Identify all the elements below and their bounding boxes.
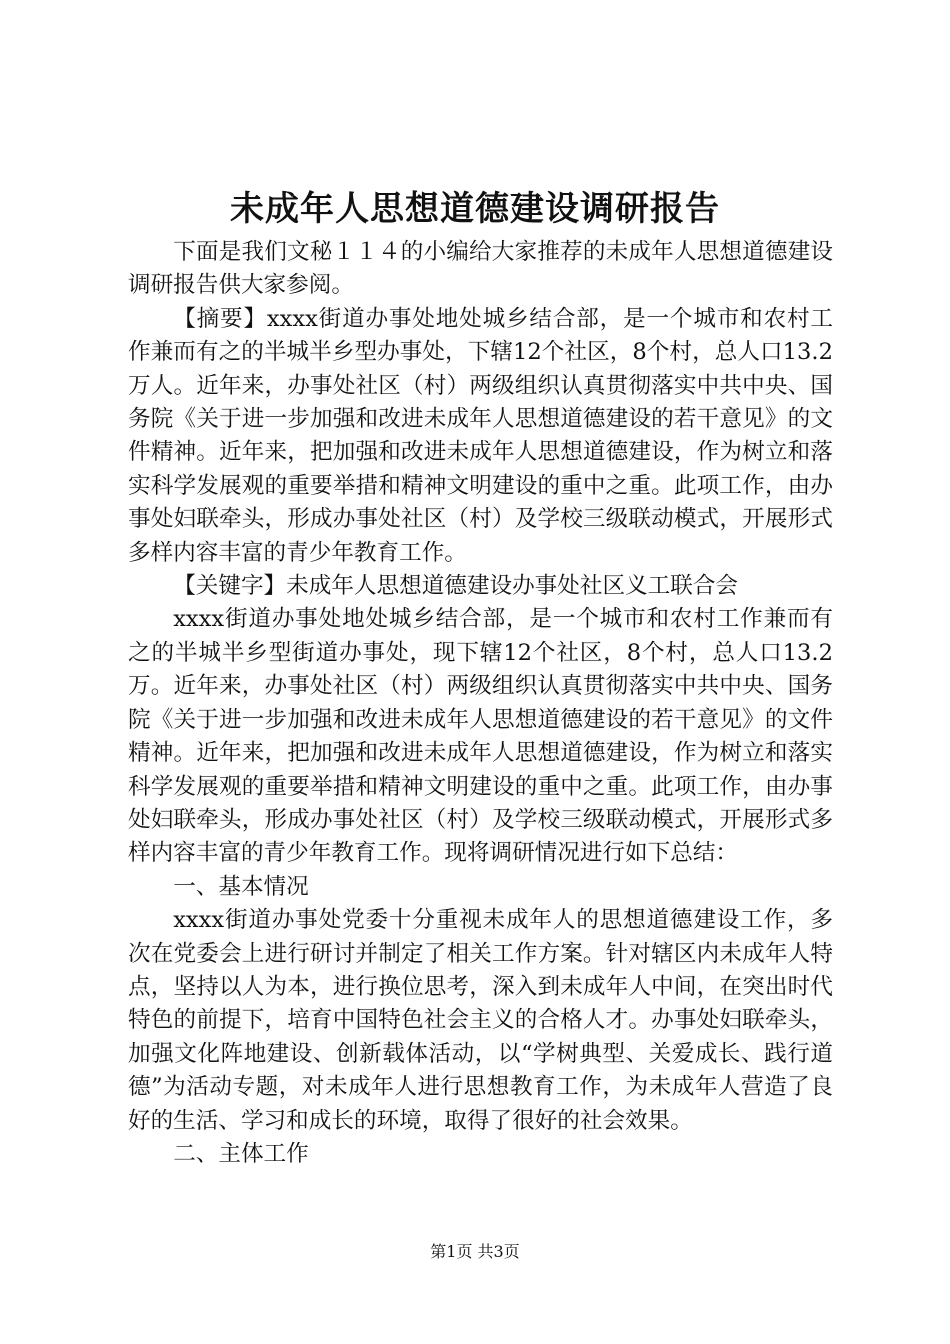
intro-paragraph: 下面是我们文秘１１４的小编给大家推荐的未成年人思想道德建设调研报告供大家参阅。 bbox=[128, 239, 833, 299]
document-body bbox=[128, 236, 833, 1171]
keywords-paragraph: 【关键字】未成年人思想道德建设办事处社区义工联合会 bbox=[173, 573, 739, 600]
section-heading-main-work: 二、主体工作 bbox=[173, 1140, 309, 1167]
section-heading-basic-situation: 一、基本情况 bbox=[173, 873, 309, 900]
basic-situation-paragraph: xxxx街道办事处党委十分重视未成年人的思想道德建设工作，多次在党委会上进行研讨并制定了相关工作方案。针对辖区内未成年人特点，坚持以人为本，进行换位思考，深入到未成年人中间，在突出时代特色的前提下，培育中国特色社会主义的合格人才。办事处妇联牵头，加强文化阵地建设、创新载体活动，以“学树典型、关爱成长、践行道德”为活动专题，对未成年人进行思想教育工作，为未成年人营造了良好的生活、学习和成长的环境，取得了很好的社会效果。 bbox=[128, 907, 833, 1134]
abstract-paragraph: 【摘要】xxxx街道办事处地处城乡结合部，是一个城市和农村工作兼而有之的半城半乡型办事处，下辖12个社区，8个村，总人口13.2万人。近年来，办事处社区（村）两级组织认真贯彻落实中共中央、国务院《关于进一步加强和改进未成年人思想道德建设的若干意见》的文件精神。近年来，把加强和改进未成年人思想道德建设，作为树立和落实科学发展观的重要举措和精神文明建设的重中之重。此项工作，由办事处妇联牵头，形成办事处社区（村）及学校三级联动模式，开展形式多样内容丰富的青少年教育工作。 bbox=[128, 305, 833, 566]
overview-paragraph: xxxx街道办事处地处城乡结合部，是一个城市和农村工作兼而有之的半城半乡型街道办事处，现下辖12个社区，8个村，总人口13.2万。近年来，办事处社区（村）两级组织认真贯彻落实中共中央、国务院《关于进一步加强和改进未成年人思想道德建设的若干意见》的文件精神。近年来，把加强和改进未成年人思想道德建设，作为树立和落实科学发展观的重要举措和精神文明建设的重中之重。此项工作，由办事处妇联牵头，形成办事处社区（村）及学校三级联动模式，开展形式多样内容丰富的青少年教育工作。现将调研情况进行如下总结： bbox=[128, 606, 833, 867]
document-title: 未成年人思想道德建设调研报告 bbox=[230, 189, 720, 229]
page-footer: 第1页 共3页 bbox=[430, 1242, 520, 1261]
